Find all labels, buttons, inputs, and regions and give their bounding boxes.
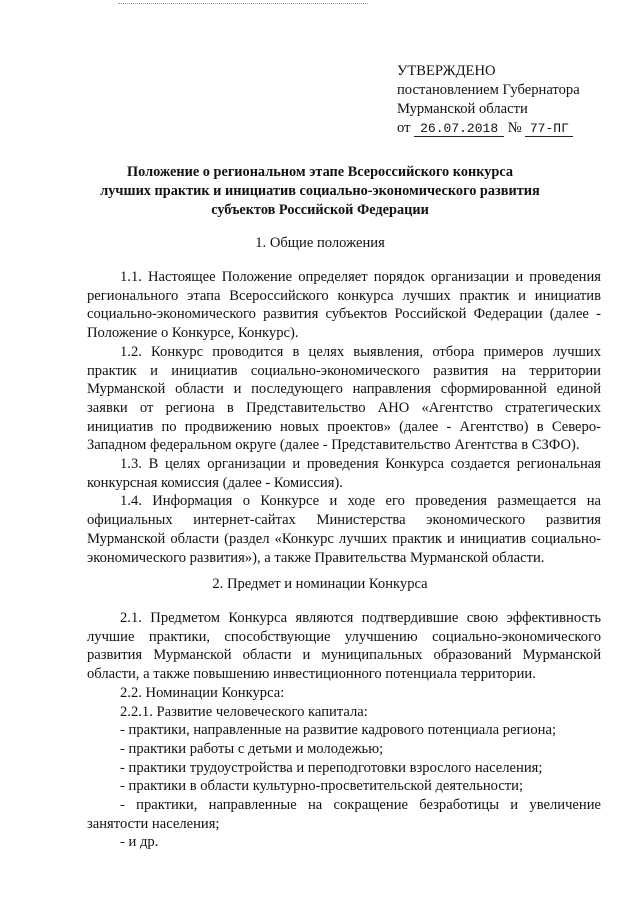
nominations-label: 2.2. Номинации Конкурса: [120,684,285,701]
list-item: - практики работы с детьми и молодежью; [120,740,384,757]
section-1-heading: 1. Общие положения [255,235,385,251]
paragraph-2-1: 2.1. Предметом Конкурса являются подтвердившие свою эффективность лучшие практики, способствующие улучшению социально-экономического развития Мурманской области и муниципальных образований Мурманской области, а также повышению инвестиционного потенциала территории. [87,610,601,683]
section-1-body [87,268,601,567]
approval-number: 77-ПГ [525,121,573,137]
list-item: - практики трудоустройства и переподготовки взрослого населения; [120,759,543,776]
section-2-body [87,609,601,852]
document-title [60,163,580,220]
nomination-2-2-1-label: 2.2.1. Развитие человеческого капитала: [120,703,368,720]
number-prefix: № [507,120,522,136]
list-item: - и др. [120,834,159,851]
approval-date-line [397,119,627,138]
scan-artifact [118,0,368,4]
paragraph-1-1: 1.1. Настоящее Положение определяет порядок организации и проведения регионального этапа Всероссийского конкурса лучших практик и инициатив социально-экономического развития субъектов Российской Федерации (далее - Положение о Конкурсе, Конкурс). [87,269,601,342]
approval-stamp [397,62,627,138]
title-line-1: Положение о региональном этапе Всероссийского конкурса [126,164,514,180]
approval-date: 26.07.2018 [414,121,504,137]
paragraph-1-3: 1.3. В целях организации и проведения Конкурса создается региональная конкурсная комиссия (далее - Комиссия). [87,456,601,491]
paragraph-1-4: 1.4. Информация о Конкурсе и ходе его проведения размещается на официальных интернет-сайтах Министерства экономического развития Мурманской области (раздел «Конкурс лучших практик и инициатив социально-экономического развития»), а также Правительства Мурманской области. [87,493,601,566]
list-item: - практики в области культурно-просветительской деятельности; [120,778,524,795]
section-2-heading: 2. Предмет и номинации Конкурса [212,576,428,592]
list-item: - практики, направленные на сокращение безработицы и увеличение занятости населения; [87,797,601,832]
approval-status: УТВЕРЖДЕНО [397,63,496,79]
list-item: - практики, направленные на развитие кадрового потенциала региона; [120,722,556,739]
title-line-3: субъектов Российской Федерации [211,202,429,218]
paragraph-1-2: 1.2. Конкурс проводится в целях выявления, отбора примеров лучших практик и инициатив социально-экономического развития на территории Мурманской области и последующего направления сформированной единой заявки от региона в Представительство АНО «Агентство стратегических инициатив по продвижению новых проектов» (далее - Агентство) в Северо-Западном федеральном округе (далее - Представительство Агентства в СЗФО). [87,343,601,454]
title-line-2: лучших практик и инициатив социально-экономического развития [100,183,540,199]
approval-line-2: Мурманской области [397,101,528,117]
approval-line-1: постановлением Губернатора [397,82,580,98]
date-prefix: от [397,120,411,136]
